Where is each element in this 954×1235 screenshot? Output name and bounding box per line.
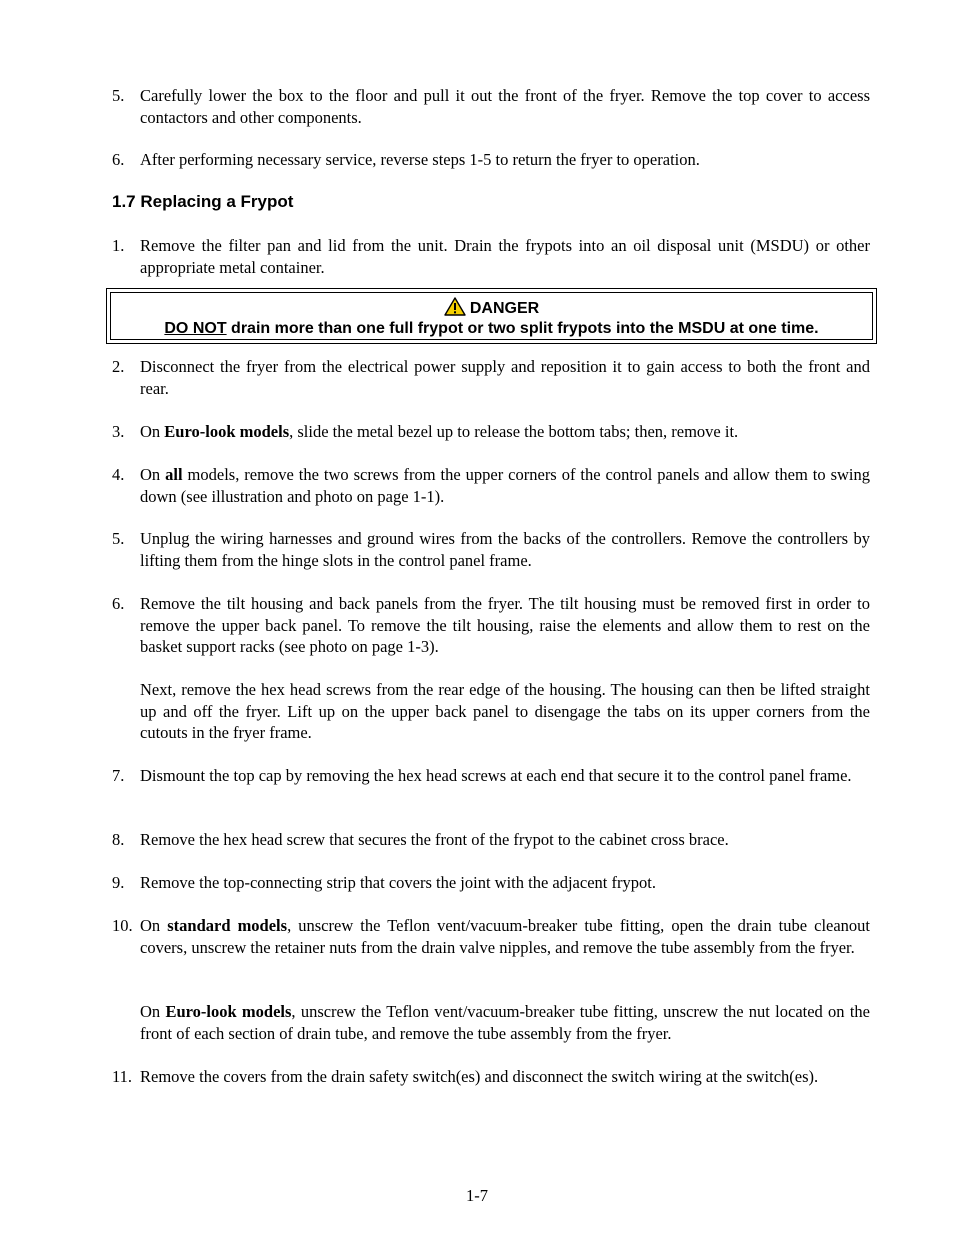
section-heading: 1.7 Replacing a Frypot	[112, 192, 294, 211]
list-number: 11.	[112, 1067, 133, 1086]
text-run: , unscrew the Teflon vent/vacuum-breaker tube fitting, open the drain tube cleanout covers, unscrew the retainer nuts from the drain valve nipples, and remove the tube assembly from the fryer.	[140, 916, 871, 957]
list-number: 9.	[112, 873, 125, 892]
list-text: Remove the filter pan and lid from the unit. Drain the frypots into an oil disposal unit (MSDU) or other appropriate metal container.	[140, 236, 870, 277]
list-text: After performing necessary service, reverse steps 1-5 to return the fryer to operation.	[140, 150, 700, 169]
danger-text	[111, 319, 872, 339]
list-number: 10.	[112, 916, 133, 935]
list-number: 6.	[112, 594, 125, 613]
paragraph: Next, remove the hex head screws from the rear edge of the housing. The housing can then be lifted straight up and off the fryer. Lift up on the upper back panel to disengage the tabs on its upper corners from the cutouts in the fryer frame.	[140, 680, 870, 743]
danger-title-row	[111, 297, 872, 319]
list-text: Disconnect the fryer from the electrical power supply and reposition it to gain access to both the front and rear.	[140, 357, 870, 398]
list-text: Remove the covers from the drain safety switch(es) and disconnect the switch wiring at the switch(es).	[140, 1067, 819, 1086]
list-item	[112, 528, 870, 571]
page-number: 1-7	[466, 1186, 488, 1205]
list-number: 1.	[112, 236, 125, 255]
paragraph	[140, 1001, 870, 1044]
list-text: Dismount the top cap by removing the hex head screws at each end that secure it to the control panel frame.	[140, 766, 852, 785]
text-run: models, remove the two screws from the upper corners of the control panels and allow them to swing down (see illustration and photo on page 1-1).	[140, 465, 870, 506]
list-item	[112, 872, 870, 894]
text-run: On	[140, 465, 166, 484]
list-text: Remove the tilt housing and back panels from the fryer. The tilt housing must be removed first in order to remove the upper back panel. To remove the tilt housing, raise the elements and allow them to rest on the basket support racks (see photo on page 1-3).	[140, 594, 870, 657]
list-number: 6.	[112, 150, 125, 169]
list-number: 2.	[112, 357, 125, 376]
danger-title: DANGER	[469, 300, 540, 317]
list-text: Carefully lower the box to the floor and pull it out the front of the fryer. Remove the top cover to access contactors and other components.	[140, 86, 870, 127]
warning-triangle-icon	[444, 297, 466, 316]
text-run: , slide the metal bezel up to release the bottom tabs; then, remove it.	[289, 422, 739, 441]
list-number: 8.	[112, 830, 125, 849]
list-number: 7.	[112, 766, 125, 785]
bold-text: Euro-look models	[165, 1002, 292, 1021]
list-item	[112, 765, 870, 787]
danger-emphasis: DO NOT	[164, 320, 227, 337]
danger-notice	[106, 288, 877, 344]
list-number: 5.	[112, 529, 125, 548]
list-text: Remove the top-connecting strip that covers the joint with the adjacent frypot.	[140, 873, 656, 892]
text-run: On	[140, 422, 165, 441]
list-number: 4.	[112, 465, 125, 484]
list-item	[112, 829, 870, 851]
list-text: Unplug the wiring harnesses and ground wires from the backs of the controllers. Remove the controllers by lifting them from the hinge slots in the control panel frame.	[140, 529, 870, 570]
bold-text: Euro-look models	[164, 422, 290, 441]
list-text: Remove the hex head screw that secures the front of the frypot to the cabinet cross brace.	[140, 830, 729, 849]
list-item	[112, 235, 870, 278]
danger-message: drain more than one full frypot or two split frypots into the MSDU at one time.	[226, 320, 819, 337]
list-text	[140, 421, 870, 443]
bold-text: all	[165, 465, 183, 484]
list-item	[112, 421, 870, 443]
list-text	[140, 464, 870, 507]
list-text	[140, 915, 870, 958]
text-run: On	[140, 1002, 166, 1021]
list-item	[112, 1066, 870, 1088]
list-item	[112, 464, 870, 507]
list-item	[112, 85, 870, 128]
list-item	[112, 593, 870, 658]
list-item	[112, 915, 870, 958]
list-item	[112, 356, 870, 399]
list-number: 3.	[112, 422, 125, 441]
list-item	[112, 149, 870, 171]
bold-text: standard models	[167, 916, 288, 935]
text-run: , unscrew the Teflon vent/vacuum-breaker tube fitting, unscrew the nut located on the front of each section of drain tube, and remove the tube assembly from the fryer.	[140, 1002, 870, 1043]
danger-notice-inner	[110, 292, 873, 340]
list-number: 5.	[112, 86, 125, 105]
text-run: On	[140, 916, 168, 935]
